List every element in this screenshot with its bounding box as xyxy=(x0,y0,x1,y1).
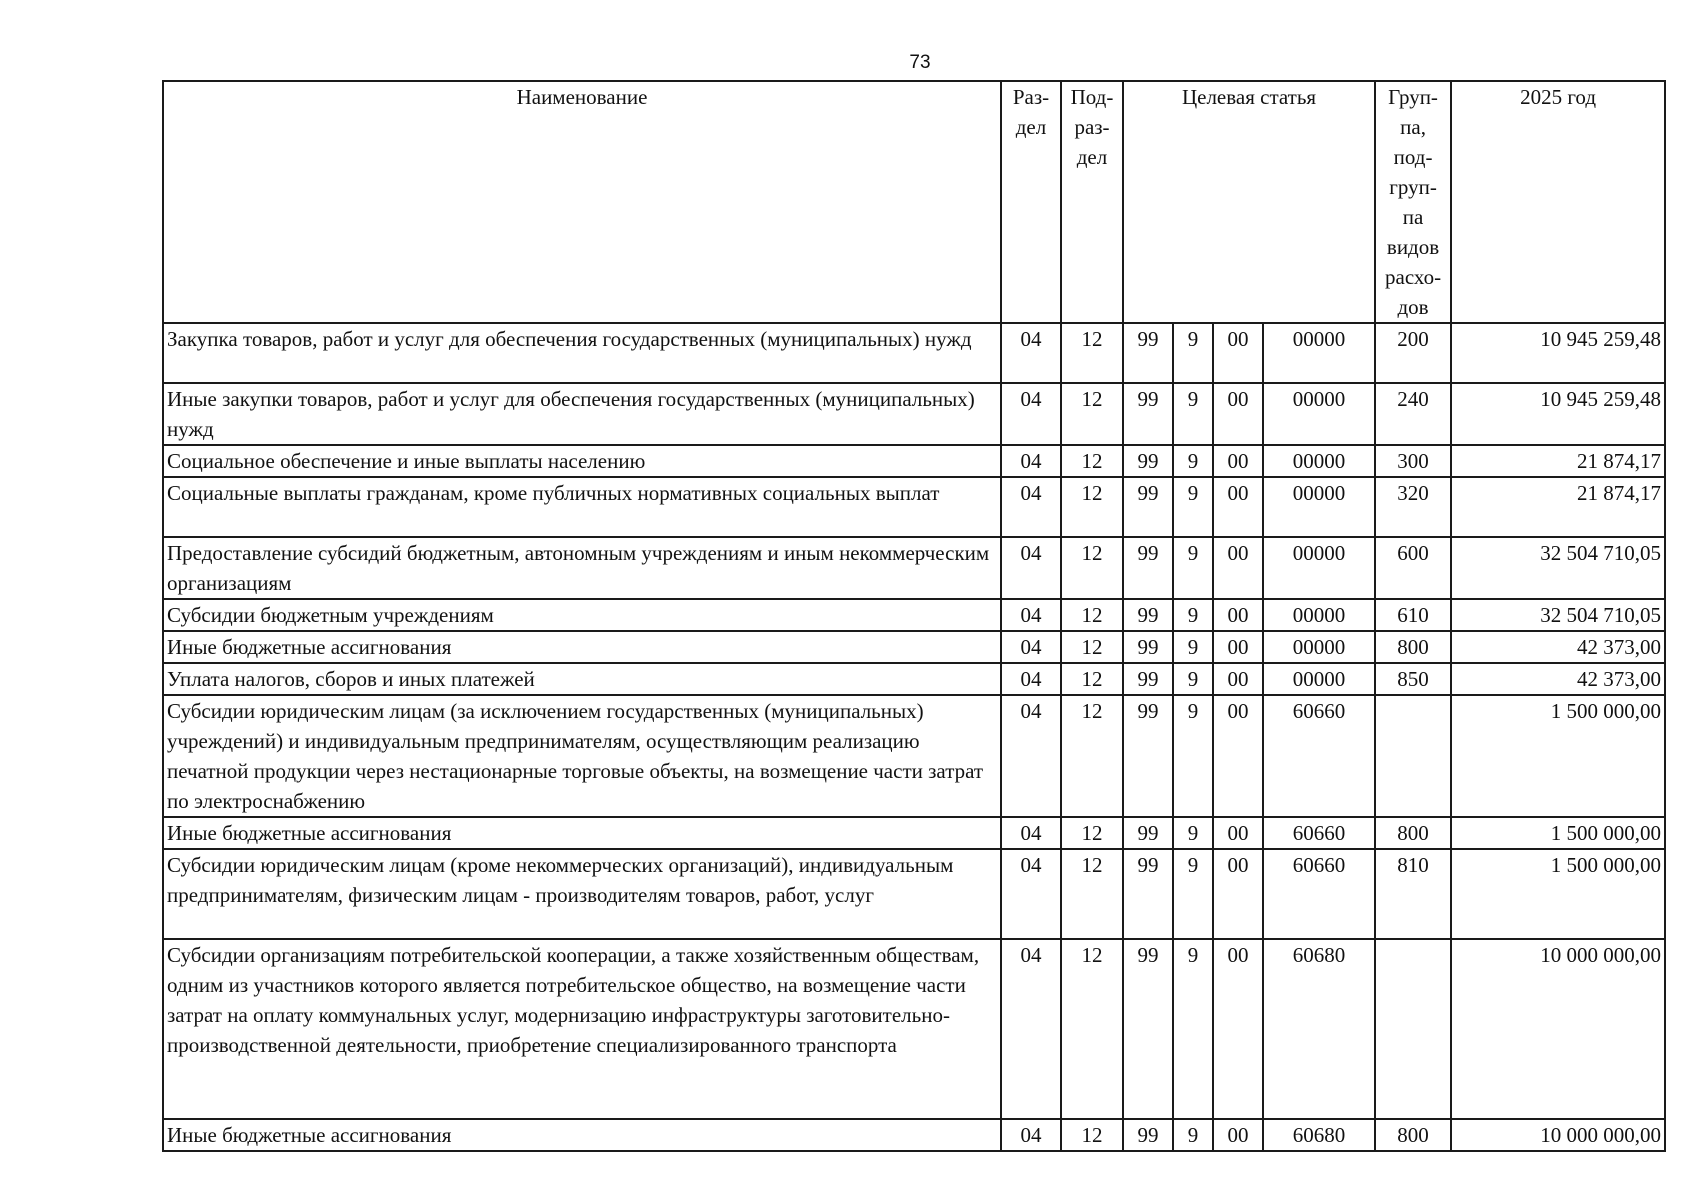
row-expense-group: 850 xyxy=(1375,663,1451,695)
row-name: Субсидии юридическим лицам (кроме некоммерческих организаций), индивидуальным предпринимателям, физическим лицам - производителям товаров, работ, услуг xyxy=(163,849,1001,939)
header-name: Наименование xyxy=(163,81,1001,323)
row-expense-group: 800 xyxy=(1375,631,1451,663)
row-name: Социальные выплаты гражданам, кроме публичных нормативных социальных выплат xyxy=(163,477,1001,537)
row-target-program: 99 xyxy=(1123,631,1173,663)
table-header-row xyxy=(163,81,1665,323)
row-target-direction: 00000 xyxy=(1263,599,1375,631)
row-target-event: 00 xyxy=(1213,849,1263,939)
row-target-subprogram: 9 xyxy=(1173,663,1213,695)
row-target-direction: 00000 xyxy=(1263,663,1375,695)
row-amount: 1 500 000,00 xyxy=(1451,817,1665,849)
row-target-subprogram: 9 xyxy=(1173,1119,1213,1151)
row-target-direction: 60660 xyxy=(1263,817,1375,849)
row-target-direction: 00000 xyxy=(1263,383,1375,445)
row-name: Субсидии бюджетным учреждениям xyxy=(163,599,1001,631)
row-target-subprogram: 9 xyxy=(1173,323,1213,383)
row-target-direction: 60680 xyxy=(1263,1119,1375,1151)
row-razdel: 04 xyxy=(1001,817,1061,849)
row-podrazdel: 12 xyxy=(1061,849,1123,939)
row-amount: 42 373,00 xyxy=(1451,631,1665,663)
row-target-program: 99 xyxy=(1123,817,1173,849)
row-razdel: 04 xyxy=(1001,631,1061,663)
row-expense-group: 800 xyxy=(1375,1119,1451,1151)
row-expense-group: 320 xyxy=(1375,477,1451,537)
row-target-direction: 00000 xyxy=(1263,537,1375,599)
row-name: Предоставление субсидий бюджетным, автономным учреждениям и иным некоммерческим организациям xyxy=(163,537,1001,599)
table-row xyxy=(163,663,1665,695)
row-target-event: 00 xyxy=(1213,695,1263,817)
row-podrazdel: 12 xyxy=(1061,631,1123,663)
row-expense-group xyxy=(1375,939,1451,1119)
row-target-program: 99 xyxy=(1123,849,1173,939)
row-podrazdel: 12 xyxy=(1061,817,1123,849)
row-name: Иные закупки товаров, работ и услуг для обеспечения государственных (муниципальных) нужд xyxy=(163,383,1001,445)
row-target-subprogram: 9 xyxy=(1173,383,1213,445)
row-amount: 21 874,17 xyxy=(1451,477,1665,537)
row-target-program: 99 xyxy=(1123,383,1173,445)
row-expense-group: 800 xyxy=(1375,817,1451,849)
table-row xyxy=(163,477,1665,537)
row-target-program: 99 xyxy=(1123,537,1173,599)
row-podrazdel: 12 xyxy=(1061,537,1123,599)
row-name: Субсидии юридическим лицам (за исключением государственных (муниципальных) учреждений) и индивидуальным предпринимателям, осуществляющим реализацию печатной продукции через нестационарные торговые объекты, на возмещение части затрат по электроснабжению xyxy=(163,695,1001,817)
row-target-event: 00 xyxy=(1213,537,1263,599)
row-amount: 10 000 000,00 xyxy=(1451,939,1665,1119)
budget-table xyxy=(162,80,1666,1152)
row-target-subprogram: 9 xyxy=(1173,477,1213,537)
row-razdel: 04 xyxy=(1001,445,1061,477)
row-target-program: 99 xyxy=(1123,445,1173,477)
row-target-subprogram: 9 xyxy=(1173,599,1213,631)
table-row xyxy=(163,323,1665,383)
row-amount: 1 500 000,00 xyxy=(1451,849,1665,939)
table-row xyxy=(163,631,1665,663)
row-target-direction: 60660 xyxy=(1263,695,1375,817)
row-razdel: 04 xyxy=(1001,1119,1061,1151)
row-target-program: 99 xyxy=(1123,599,1173,631)
header-expense-group: Груп- па, под- груп- па видов расхо- дов xyxy=(1375,81,1451,323)
row-razdel: 04 xyxy=(1001,695,1061,817)
row-razdel: 04 xyxy=(1001,939,1061,1119)
table-row xyxy=(163,383,1665,445)
row-amount: 1 500 000,00 xyxy=(1451,695,1665,817)
row-podrazdel: 12 xyxy=(1061,1119,1123,1151)
row-target-subprogram: 9 xyxy=(1173,537,1213,599)
row-target-event: 00 xyxy=(1213,445,1263,477)
row-expense-group: 200 xyxy=(1375,323,1451,383)
row-target-event: 00 xyxy=(1213,383,1263,445)
page-number: 73 xyxy=(909,52,931,73)
row-target-event: 00 xyxy=(1213,631,1263,663)
row-target-direction: 00000 xyxy=(1263,323,1375,383)
row-target-event: 00 xyxy=(1213,817,1263,849)
row-target-subprogram: 9 xyxy=(1173,939,1213,1119)
row-target-direction: 60660 xyxy=(1263,849,1375,939)
row-target-subprogram: 9 xyxy=(1173,445,1213,477)
row-razdel: 04 xyxy=(1001,323,1061,383)
row-amount: 32 504 710,05 xyxy=(1451,599,1665,631)
row-name: Иные бюджетные ассигнования xyxy=(163,1119,1001,1151)
table-row xyxy=(163,939,1665,1119)
row-amount: 42 373,00 xyxy=(1451,663,1665,695)
table-row xyxy=(163,445,1665,477)
row-amount: 32 504 710,05 xyxy=(1451,537,1665,599)
row-razdel: 04 xyxy=(1001,537,1061,599)
row-amount: 10 945 259,48 xyxy=(1451,323,1665,383)
row-razdel: 04 xyxy=(1001,849,1061,939)
row-amount: 10 000 000,00 xyxy=(1451,1119,1665,1151)
row-podrazdel: 12 xyxy=(1061,445,1123,477)
header-year-2025: 2025 год xyxy=(1451,81,1665,323)
row-podrazdel: 12 xyxy=(1061,939,1123,1119)
row-name: Иные бюджетные ассигнования xyxy=(163,631,1001,663)
header-podrazdel: Под- раз- дел xyxy=(1061,81,1123,323)
row-amount: 21 874,17 xyxy=(1451,445,1665,477)
row-target-event: 00 xyxy=(1213,323,1263,383)
row-target-subprogram: 9 xyxy=(1173,631,1213,663)
row-expense-group: 300 xyxy=(1375,445,1451,477)
row-target-event: 00 xyxy=(1213,663,1263,695)
row-expense-group: 240 xyxy=(1375,383,1451,445)
row-amount: 10 945 259,48 xyxy=(1451,383,1665,445)
table-row xyxy=(163,817,1665,849)
row-target-direction: 00000 xyxy=(1263,445,1375,477)
table-row xyxy=(163,599,1665,631)
row-razdel: 04 xyxy=(1001,599,1061,631)
row-target-direction: 00000 xyxy=(1263,631,1375,663)
row-podrazdel: 12 xyxy=(1061,695,1123,817)
row-target-program: 99 xyxy=(1123,477,1173,537)
row-target-event: 00 xyxy=(1213,1119,1263,1151)
row-podrazdel: 12 xyxy=(1061,477,1123,537)
row-expense-group: 610 xyxy=(1375,599,1451,631)
row-target-direction: 60680 xyxy=(1263,939,1375,1119)
row-name: Иные бюджетные ассигнования xyxy=(163,817,1001,849)
table-row xyxy=(163,537,1665,599)
row-podrazdel: 12 xyxy=(1061,599,1123,631)
row-target-event: 00 xyxy=(1213,477,1263,537)
row-expense-group: 600 xyxy=(1375,537,1451,599)
row-razdel: 04 xyxy=(1001,477,1061,537)
row-target-event: 00 xyxy=(1213,599,1263,631)
row-target-program: 99 xyxy=(1123,663,1173,695)
row-target-subprogram: 9 xyxy=(1173,817,1213,849)
header-target-article: Целевая статья xyxy=(1123,81,1375,323)
row-razdel: 04 xyxy=(1001,383,1061,445)
row-expense-group xyxy=(1375,695,1451,817)
row-target-event: 00 xyxy=(1213,939,1263,1119)
row-razdel: 04 xyxy=(1001,663,1061,695)
row-target-program: 99 xyxy=(1123,939,1173,1119)
row-name: Закупка товаров, работ и услуг для обеспечения государственных (муниципальных) нужд xyxy=(163,323,1001,383)
row-target-program: 99 xyxy=(1123,695,1173,817)
row-target-direction: 00000 xyxy=(1263,477,1375,537)
row-target-program: 99 xyxy=(1123,323,1173,383)
row-name: Уплата налогов, сборов и иных платежей xyxy=(163,663,1001,695)
row-target-subprogram: 9 xyxy=(1173,849,1213,939)
row-target-program: 99 xyxy=(1123,1119,1173,1151)
row-podrazdel: 12 xyxy=(1061,383,1123,445)
row-podrazdel: 12 xyxy=(1061,323,1123,383)
row-name: Социальное обеспечение и иные выплаты населению xyxy=(163,445,1001,477)
table-row xyxy=(163,1119,1665,1151)
row-target-subprogram: 9 xyxy=(1173,695,1213,817)
row-name: Субсидии организациям потребительской кооперации, а также хозяйственным обществам, одним из участников которого является потребительское общество, на возмещение части затрат на оплату коммунальных услуг, модернизацию инфраструктуры заготовительно-производственной деятельности, приобретение специализированного транспорта xyxy=(163,939,1001,1119)
row-expense-group: 810 xyxy=(1375,849,1451,939)
header-razdel: Раз- дел xyxy=(1001,81,1061,323)
row-podrazdel: 12 xyxy=(1061,663,1123,695)
table-row xyxy=(163,849,1665,939)
table-row xyxy=(163,695,1665,817)
